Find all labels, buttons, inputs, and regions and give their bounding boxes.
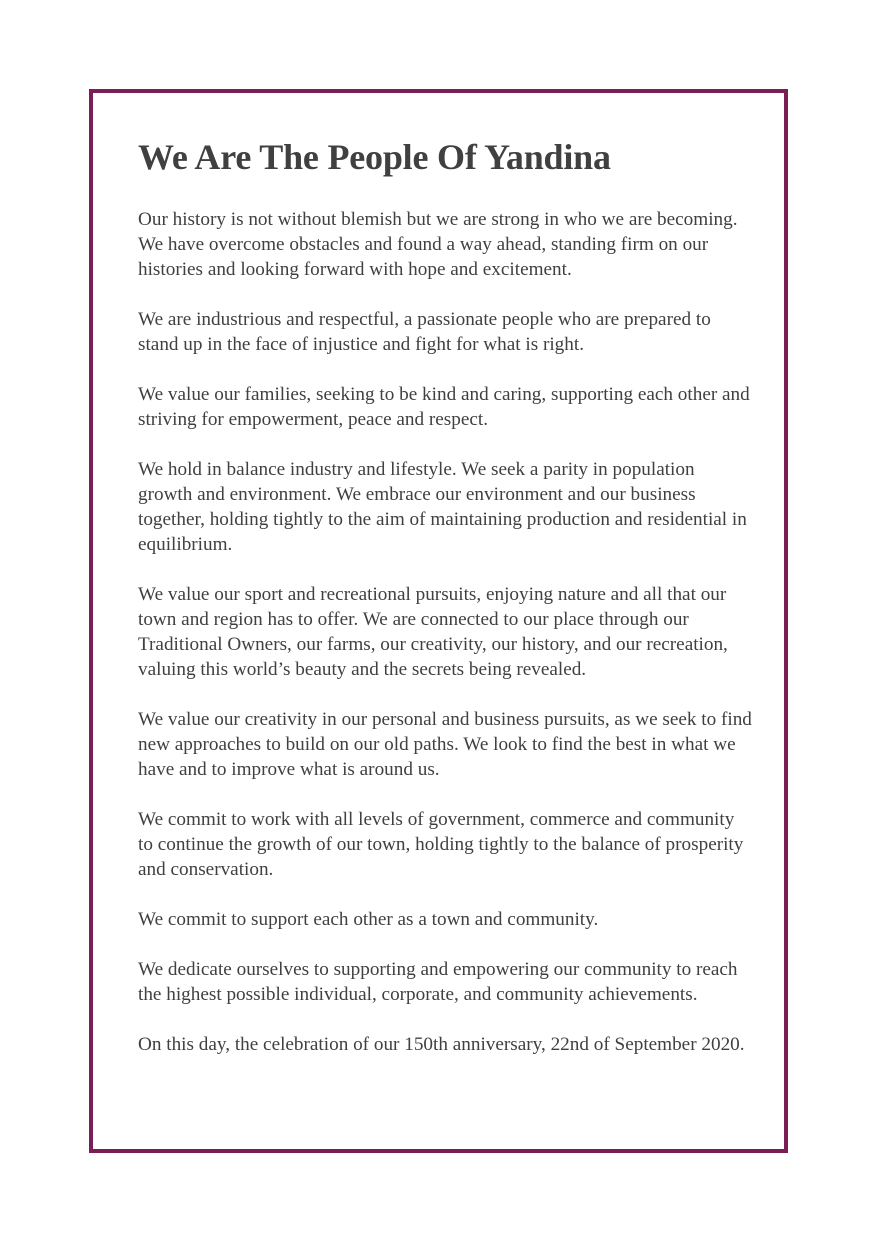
paragraph-industrious: We are industrious and respectful, a passionate people who are prepared to stand up in the face of injustice and fight for what is right. — [138, 309, 711, 356]
paragraph-history: Our history is not without blemish but we are strong in who we are becoming. We have overcome obstacles and found a way ahead, standing firm on our histories and looking forward with hope and excitement. — [138, 209, 738, 281]
paragraph-families: We value our families, seeking to be kind and caring, supporting each other and striving for empowerment, peace and respect. — [138, 384, 750, 431]
paragraph-balance: We hold in balance industry and lifestyle. We seek a parity in population growth and environment. We embrace our environment and our business together, holding tightly to the aim of maintaining production and residential in equilibrium. — [138, 459, 747, 556]
document-border-frame — [89, 89, 788, 1153]
paragraph-recreation: We value our sport and recreational pursuits, enjoying nature and all that our town and region has to offer. We are connected to our place through our Traditional Owners, our farms, our creativity, our history, and our recreation, valuing this world’s beauty and the secrets being revealed. — [138, 584, 728, 681]
document-title: We Are The People Of Yandina — [138, 137, 611, 177]
document-content — [138, 136, 753, 1082]
paragraph-government: We commit to work with all levels of government, commerce and community to continue the growth of our town, holding tightly to the balance of prosperity and conservation. — [138, 809, 744, 881]
paragraph-creativity: We value our creativity in our personal and business pursuits, as we seek to find new approaches to build on our old paths. We look to find the best in what we have and to improve what is around us. — [138, 709, 752, 781]
paragraph-support: We commit to support each other as a town and community. — [138, 909, 599, 931]
paragraph-dedication: We dedicate ourselves to supporting and empowering our community to reach the highest possible individual, corporate, and community achievements. — [138, 959, 738, 1006]
paragraph-anniversary: On this day, the celebration of our 150th anniversary, 22nd of September 2020. — [138, 1034, 745, 1056]
